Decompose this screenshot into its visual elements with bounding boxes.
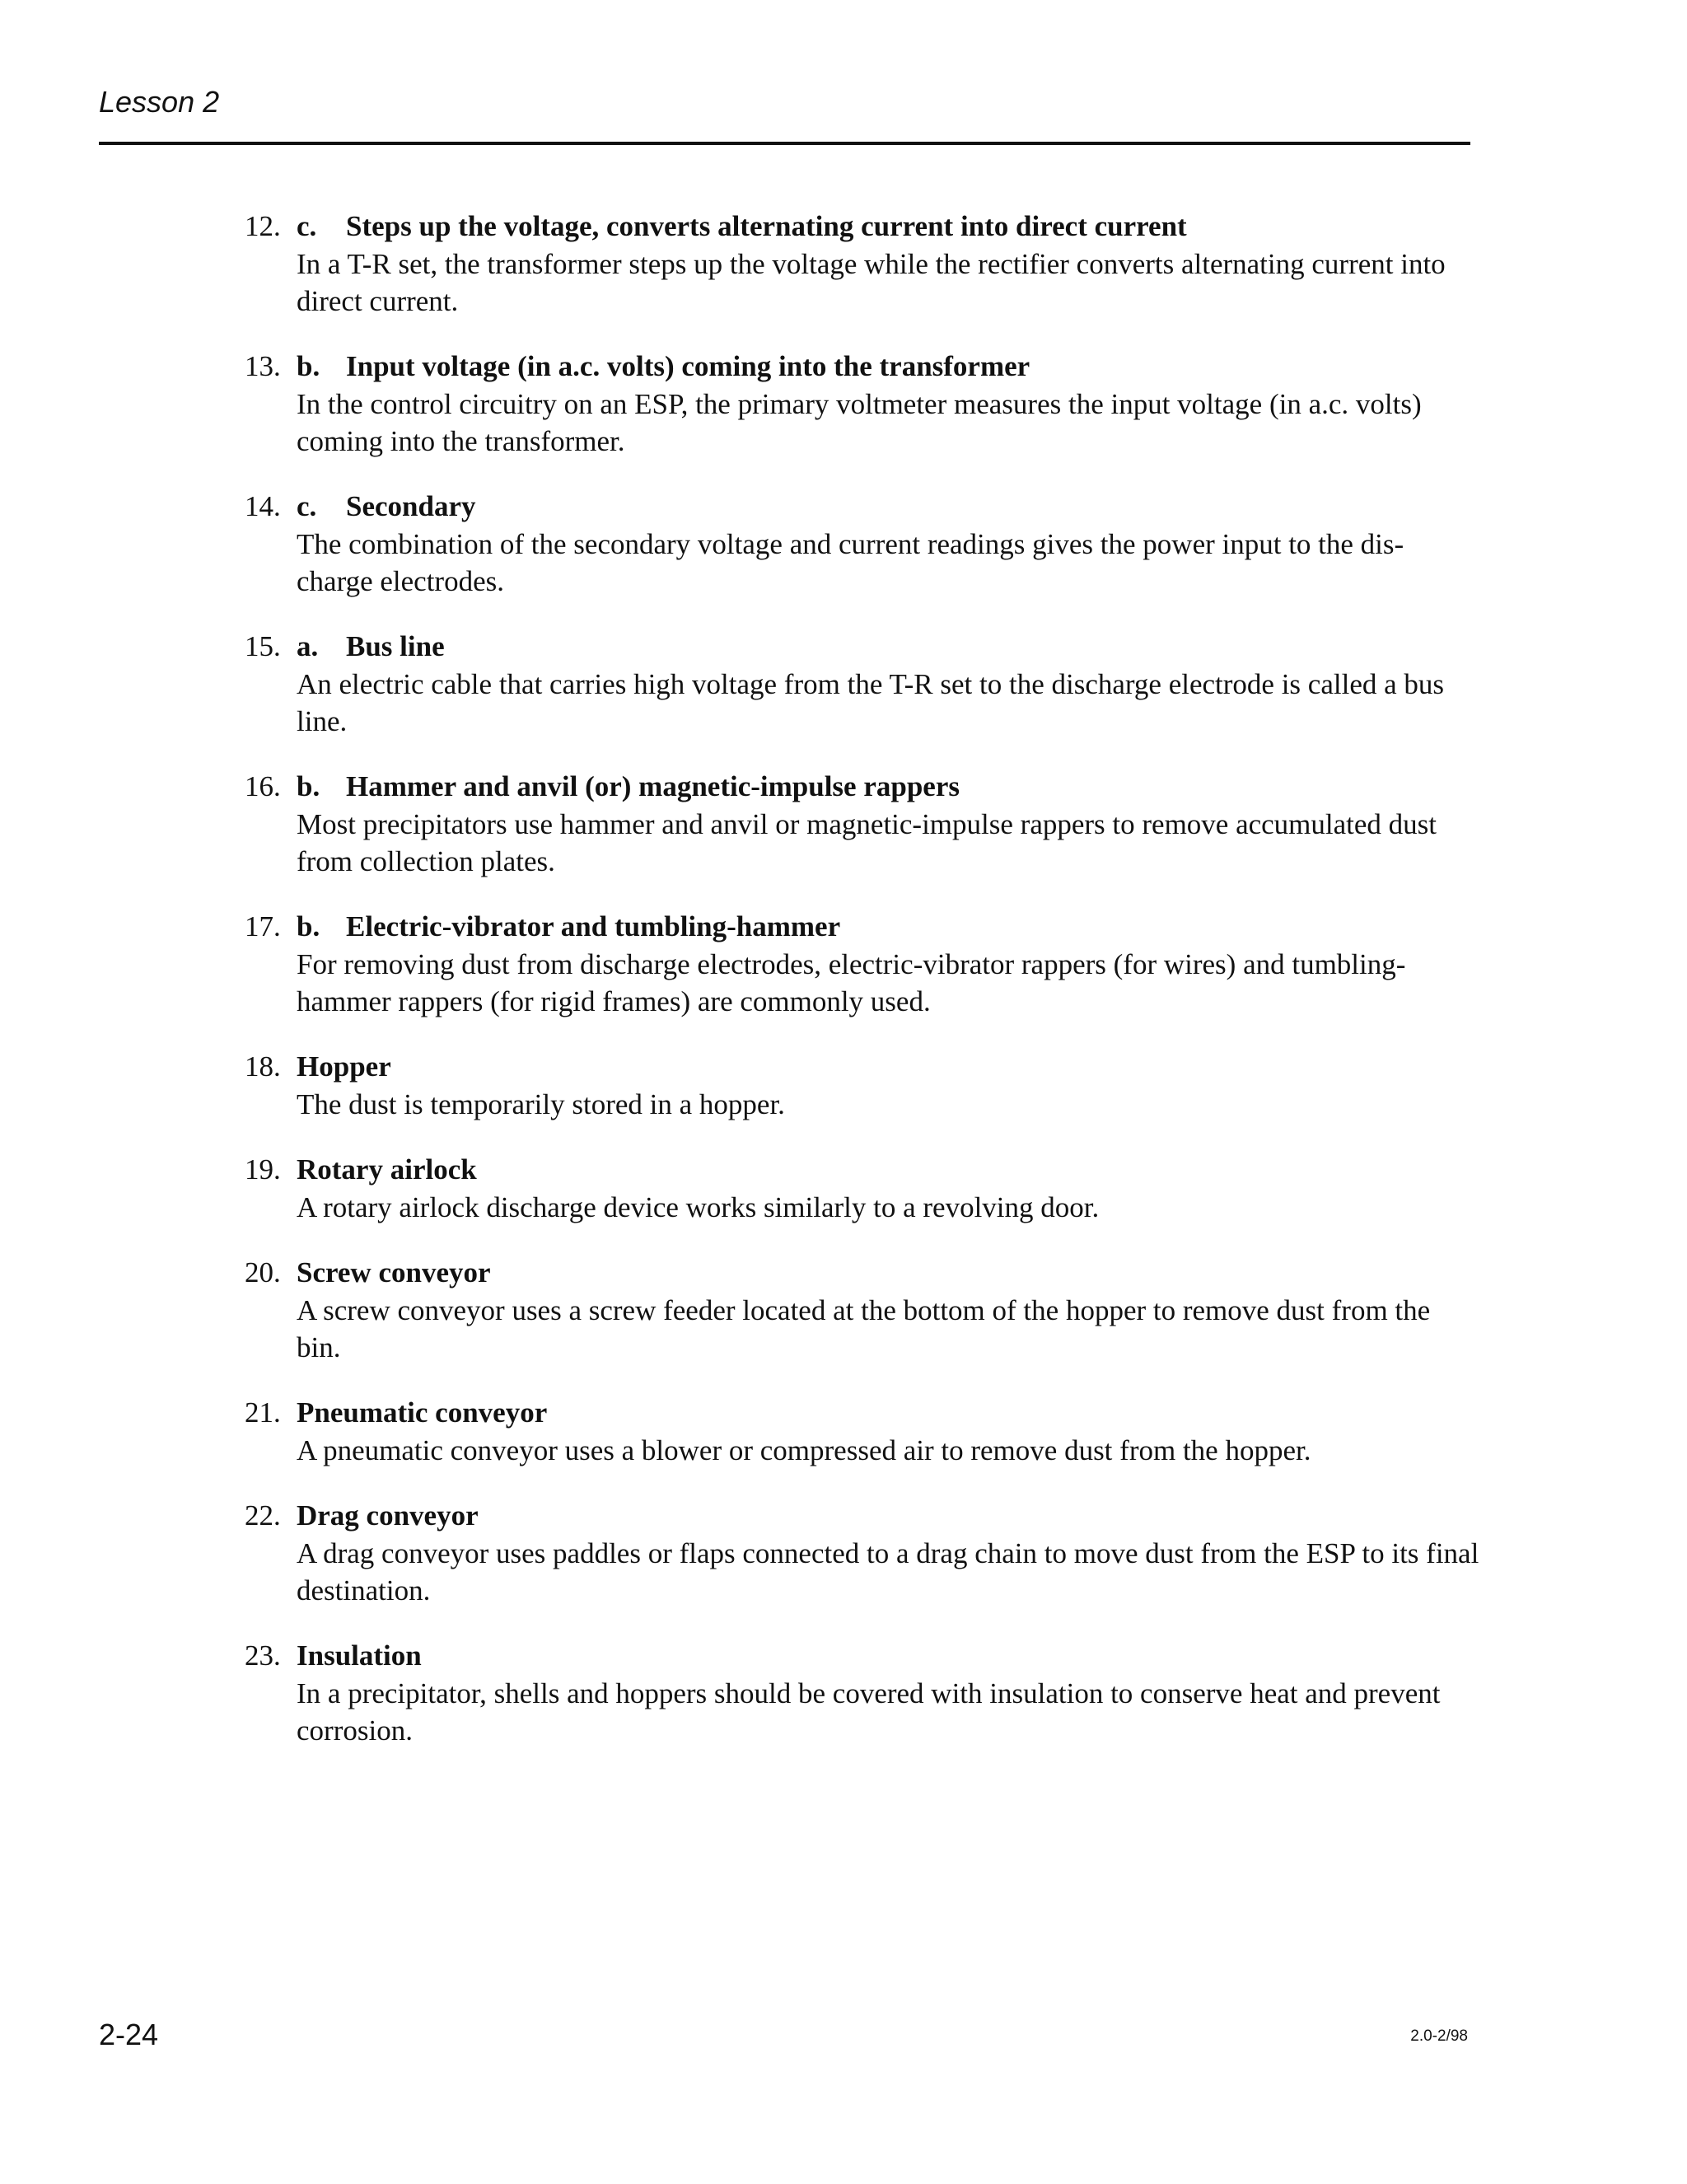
answer-item — [245, 628, 1480, 740]
item-heading — [297, 1048, 1480, 1086]
item-body: A screw conveyor uses a screw feeder located at the bottom of the hopper to remove dust from the bin. — [297, 1294, 1431, 1363]
item-number: 18. — [245, 1050, 281, 1083]
answer-item — [245, 908, 1480, 1020]
item-number: 23. — [245, 1639, 281, 1672]
item-number: 21. — [245, 1396, 281, 1429]
item-number: 17. — [245, 910, 281, 942]
item-heading — [297, 1637, 1480, 1675]
answer-item — [245, 1637, 1480, 1749]
item-number: 15. — [245, 630, 281, 662]
item-number: 16. — [245, 770, 281, 802]
answer-item — [245, 1497, 1480, 1609]
item-heading — [297, 908, 1480, 946]
answer-list — [245, 208, 1480, 1777]
answer-item — [245, 208, 1480, 320]
answer-item — [245, 1151, 1480, 1226]
item-heading — [297, 1151, 1480, 1189]
item-number: 12. — [245, 210, 281, 242]
item-heading — [297, 1254, 1480, 1292]
item-title: Steps up the voltage, converts alternating current into direct current — [346, 210, 1187, 242]
answer-item — [245, 348, 1480, 460]
item-letter: c. — [297, 490, 317, 522]
item-title: Pneumatic conveyor — [297, 1396, 548, 1429]
item-heading — [297, 768, 1480, 806]
answer-item — [245, 1048, 1480, 1123]
item-body: In the control circuitry on an ESP, the primary voltmeter measures the input voltage (in a.c. volts) coming into the transformer. — [297, 388, 1422, 457]
answer-item — [245, 1394, 1480, 1469]
item-body: Most precipitators use hammer and anvil or magnetic-impulse rappers to remove accumulated dust from collection plates. — [297, 808, 1437, 877]
item-body: An electric cable that carries high voltage from the T-R set to the discharge electrode is called a bus line. — [297, 668, 1445, 737]
item-body: In a T-R set, the transformer steps up the voltage while the rectifier converts alternating current into direct current. — [297, 248, 1446, 317]
item-body: A drag conveyor uses paddles or flaps connected to a drag chain to move dust from the ESP to its final destination. — [297, 1537, 1479, 1606]
item-heading — [297, 1497, 1480, 1535]
item-number: 13. — [245, 350, 281, 382]
item-heading — [297, 628, 1480, 666]
page-header-title: Lesson 2 — [99, 85, 220, 119]
item-number: 14. — [245, 490, 281, 522]
item-body: A rotary airlock discharge device works similarly to a revolving door. — [297, 1191, 1100, 1223]
item-title: Input voltage (in a.c. volts) coming into the transformer — [346, 350, 1030, 382]
page-number: 2-24 — [99, 2018, 159, 2051]
item-body: The combination of the secondary voltage and current readings gives the power input to the dis- charge electrodes. — [297, 528, 1404, 597]
item-heading — [297, 348, 1480, 386]
item-title: Electric-vibrator and tumbling-hammer — [346, 910, 841, 942]
item-number: 22. — [245, 1499, 281, 1532]
item-title: Secondary — [346, 490, 476, 522]
item-title: Drag conveyor — [297, 1499, 479, 1532]
item-letter: a. — [297, 630, 319, 662]
item-heading — [297, 488, 1480, 526]
item-body: For removing dust from discharge electrodes, electric-vibrator rappers (for wires) and tumbling- hammer rappers (for rigid frames) are commonly used. — [297, 948, 1406, 1017]
item-body: The dust is temporarily stored in a hopper. — [297, 1088, 785, 1120]
item-title: Rotary airlock — [297, 1153, 477, 1186]
item-body: In a precipitator, shells and hoppers should be covered with insulation to conserve heat and prevent corrosion. — [297, 1677, 1441, 1747]
item-title: Bus line — [346, 630, 445, 662]
version-code: 2.0-2/98 — [1410, 2027, 1468, 2045]
item-body: A pneumatic conveyor uses a blower or compressed air to remove dust from the hopper. — [297, 1434, 1311, 1466]
item-title: Insulation — [297, 1639, 422, 1672]
item-letter: c. — [297, 210, 317, 242]
item-title: Hammer and anvil (or) magnetic-impulse rappers — [346, 770, 960, 802]
item-number: 20. — [245, 1256, 281, 1288]
answer-item — [245, 768, 1480, 880]
item-heading — [297, 1394, 1480, 1432]
item-title: Hopper — [297, 1050, 391, 1083]
answer-item — [245, 488, 1480, 600]
item-title: Screw conveyor — [297, 1256, 491, 1288]
item-number: 19. — [245, 1153, 281, 1186]
item-letter: b. — [297, 910, 320, 942]
answer-item — [245, 1254, 1480, 1366]
item-letter: b. — [297, 350, 320, 382]
item-letter: b. — [297, 770, 320, 802]
header-rule — [99, 142, 1470, 145]
item-heading — [297, 208, 1480, 246]
